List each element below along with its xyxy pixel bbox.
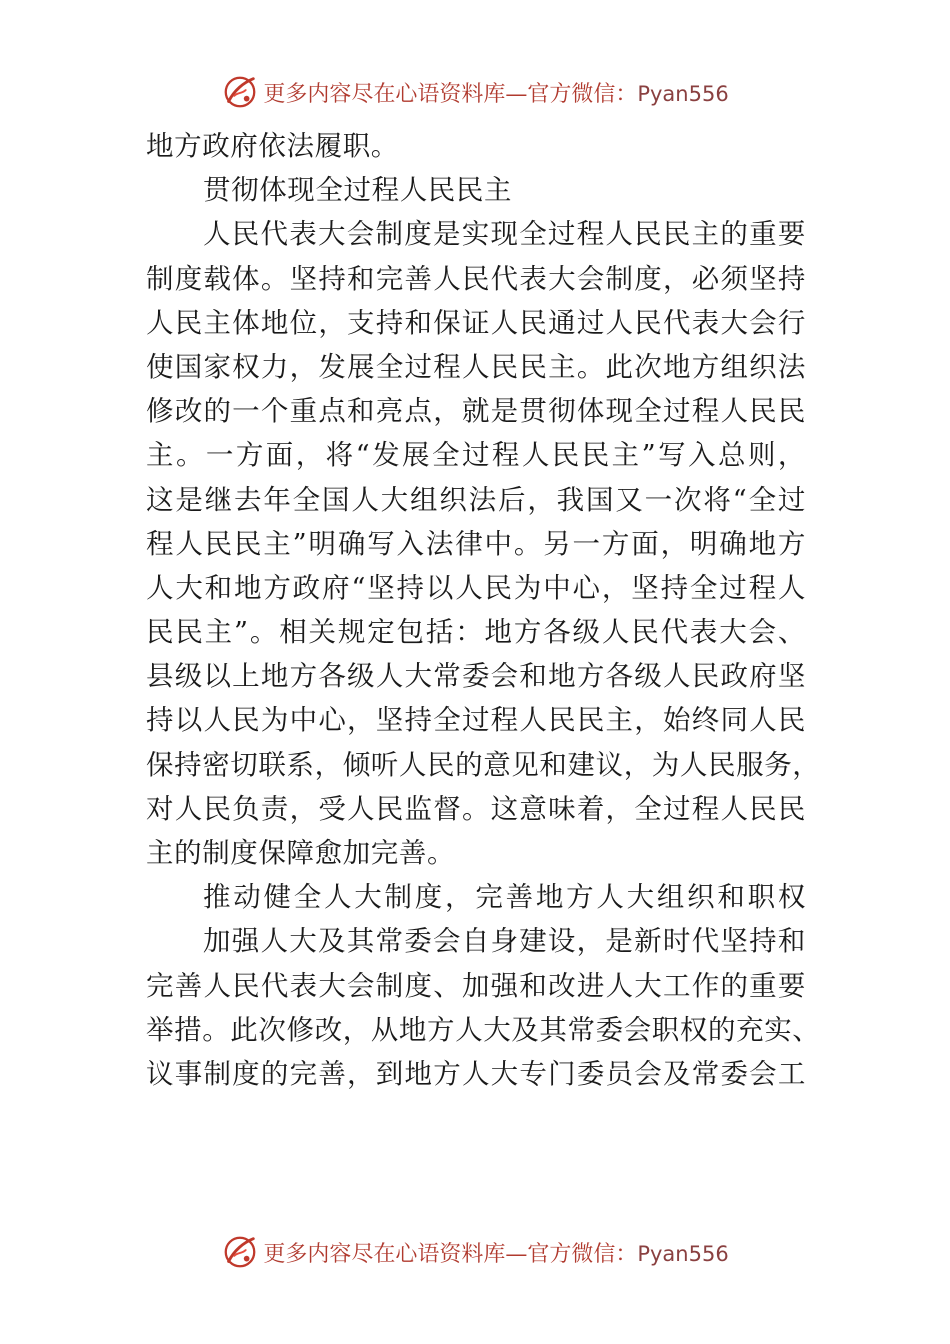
text-line: 人民代表大会制度是实现全过程人民民主的重要 <box>203 218 806 251</box>
text-line: 对人民负责，受人民监督。这意味着，全过程人民民 <box>146 792 806 825</box>
text-line: 程人民民主”明确写入法律中。另一方面，明确地方 <box>146 527 806 560</box>
text-line: 地方政府依法履职。 <box>146 130 399 162</box>
text-line: 使国家权力，发展全过程人民民主。此次地方组织法 <box>146 350 806 383</box>
text-line: 完善人民代表大会制度、加强和改进人大工作的重要 <box>146 969 806 1002</box>
logo-seal-icon <box>221 73 259 111</box>
text-line: 修改的一个重点和亮点，就是贯彻体现全过程人民民 <box>146 395 806 428</box>
document-body <box>146 124 821 1096</box>
text-line: 主的制度保障愈加完善。 <box>146 837 456 869</box>
logo-seal-icon <box>221 1233 259 1271</box>
text-line: 这是继去年全国人大组织法后，我国又一次将“全过 <box>146 483 806 516</box>
text-line: 主。一方面，将“发展全过程人民民主”写入总则， <box>146 439 806 472</box>
text-line: 贯彻体现全过程人民民主 <box>203 174 513 207</box>
text-line: 举措。此次修改，从地方人大及其常委会职权的充实、 <box>146 1013 821 1046</box>
text-line: 推动健全人大制度，完善地方人大组织和职权 <box>203 881 806 914</box>
text-line: 人大和地方政府“坚持以人民为中心，坚持全过程人 <box>146 571 806 604</box>
text-line: 制度载体。坚持和完善人民代表大会制度，必须坚持 <box>146 262 806 295</box>
watermark-text: 更多内容尽在心语资料库—官方微信：Pyan556 <box>263 1241 729 1267</box>
text-line: 加强人大及其常委会自身建设，是新时代坚持和 <box>203 925 806 958</box>
text-line: 人民主体地位，支持和保证人民通过人民代表大会行 <box>146 306 806 339</box>
footer-watermark <box>0 1232 950 1272</box>
text-line: 县级以上地方各级人大常委会和地方各级人民政府坚 <box>146 660 806 693</box>
watermark-text: 更多内容尽在心语资料库—官方微信：Pyan556 <box>263 81 729 107</box>
text-line: 保持密切联系，倾听人民的意见和建议，为人民服务， <box>146 748 821 781</box>
header-watermark <box>0 72 950 112</box>
text-line: 持以人民为中心，坚持全过程人民民主，始终同人民 <box>146 704 806 737</box>
text-line: 议事制度的完善，到地方人大专门委员会及常委会工 <box>146 1057 806 1090</box>
text-line: 民民主”。相关规定包括：地方各级人民代表大会、 <box>146 616 806 649</box>
